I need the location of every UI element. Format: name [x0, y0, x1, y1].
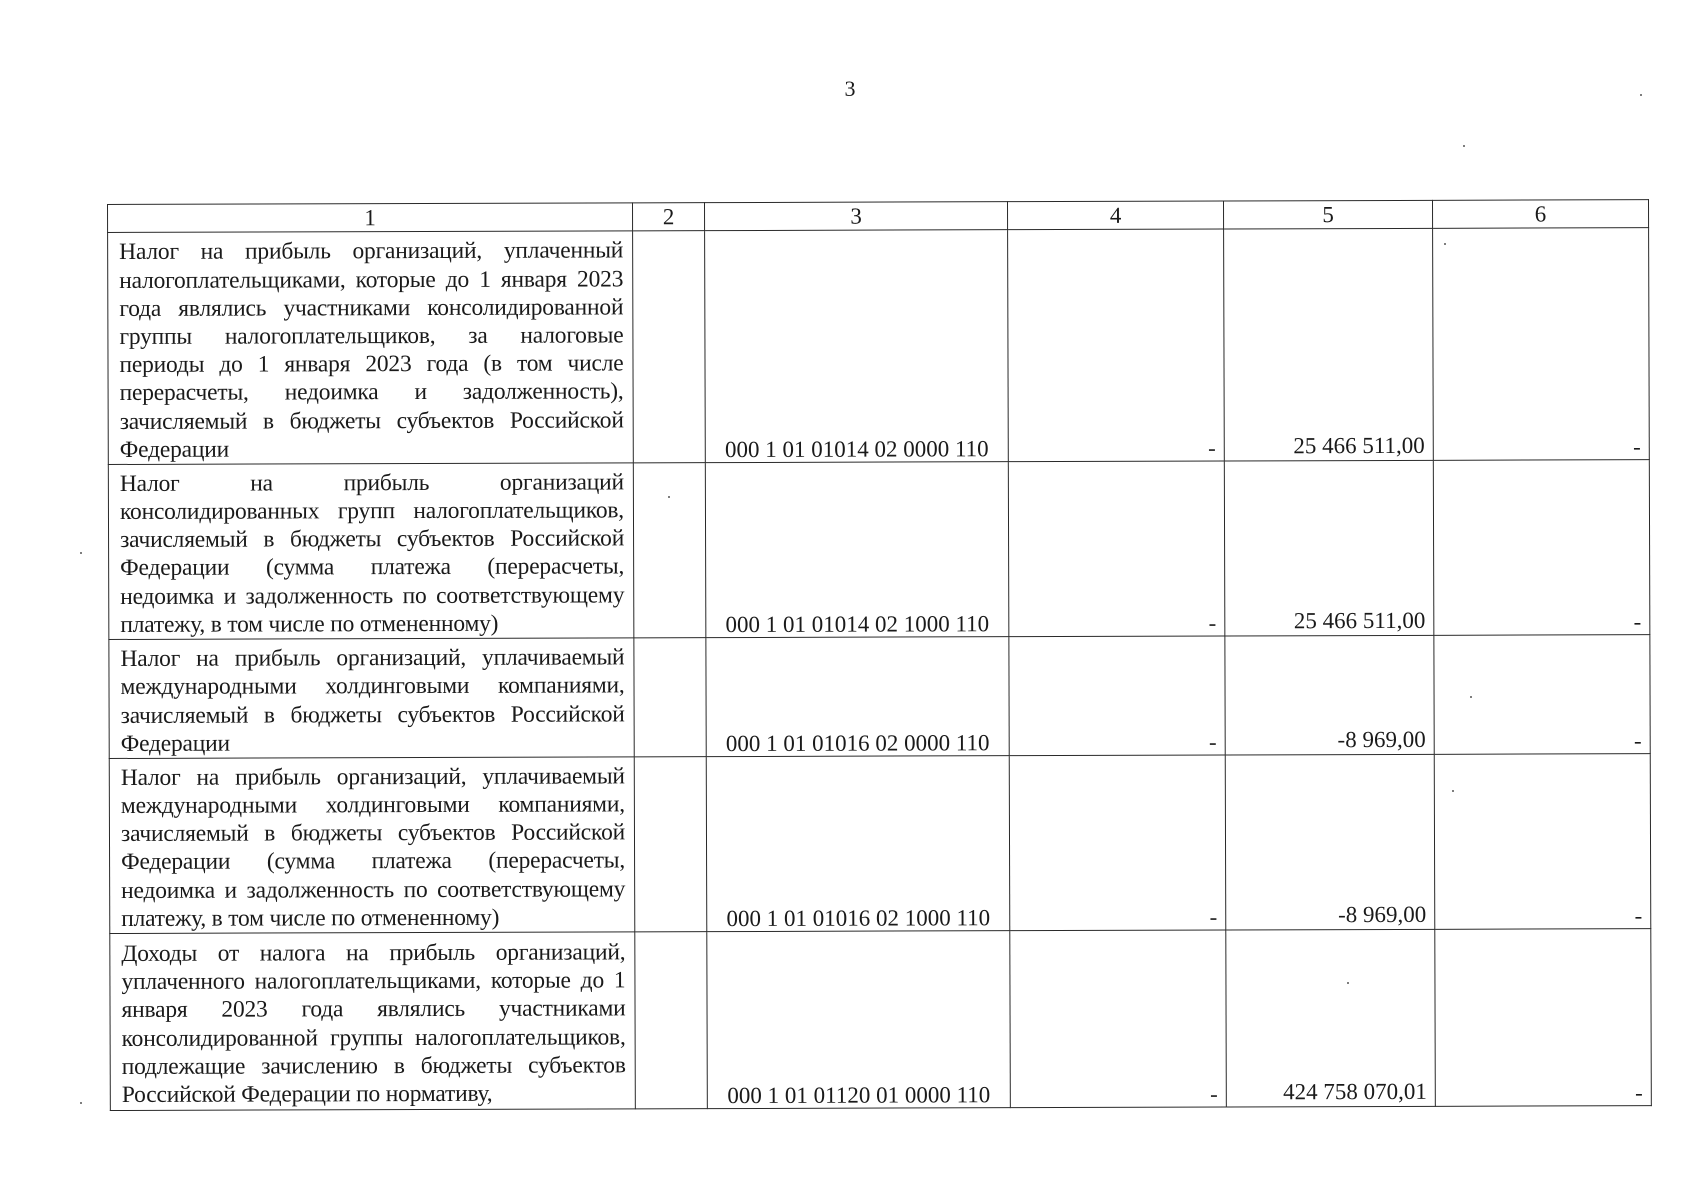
column-header-3: 3 [704, 202, 1007, 231]
row-col5: 25 466 511,00 [1224, 460, 1434, 636]
scan-speck [668, 496, 670, 498]
column-header-4: 4 [1007, 201, 1223, 230]
row-col4: - [1010, 930, 1227, 1108]
row-col2 [633, 231, 706, 463]
row-col6: - [1435, 929, 1652, 1107]
row-name: Налог на прибыль организаций консолидированных групп налогоплательщиков, зачисляемый в бюджеты субъектов Российской Федерации (сумма платежа (перерасчеты, недоимка и задолженность по соответствующему платежу, в том числе по отмененному) [108, 463, 634, 640]
row-col6: - [1433, 460, 1650, 636]
row-name: Налог на прибыль организаций, уплаченный налогоплательщиками, которые до 1 января 2023 года являлись участниками консолидированной группы налогоплательщиков, за налоговые периоды до 1 января 2023 года (в том числе перерасчеты, недоимка и задолженность), зачисляемый в бюджеты субъектов Российской Федерации [108, 231, 634, 465]
row-col4: - [1008, 461, 1225, 637]
scan-speck [1452, 790, 1454, 792]
table-row [108, 228, 1650, 465]
row-col4: - [1009, 636, 1225, 756]
scan-speck [1470, 696, 1472, 698]
row-code: 000 1 01 01014 02 0000 110 [705, 230, 1009, 463]
row-code: 000 1 01 01014 02 1000 110 [705, 462, 1009, 638]
row-col2 [635, 932, 708, 1109]
row-name-clip [121, 932, 626, 1110]
row-col6: - [1434, 635, 1650, 755]
page-number: 3 [844, 76, 856, 101]
revenue-table [107, 199, 1652, 1111]
row-col2 [634, 757, 707, 932]
row-col5: -8 969,00 [1225, 635, 1434, 755]
table-row [108, 460, 1650, 640]
row-name-text: Доходы от налога на прибыль организаций, уплаченного налогоплательщиками, которые до 1 января 2023 года являлись участниками консолидированной группы налогоплательщиков, подлежащие зачислению в бюджеты субъектов Российской Федерации по нормативу, [121, 939, 626, 1108]
scan-speck [1347, 982, 1349, 984]
row-col5: 424 758 070,01 [1226, 929, 1436, 1107]
row-col6: - [1434, 754, 1651, 930]
row-col2 [633, 463, 706, 638]
row-name: Налог на прибыль организаций, уплачиваемый международными холдинговыми компаниями, зачисляемый в бюджеты субъектов Российской Федерации (сумма платежа (перерасчеты, недоимка и задолженность по соответствующему платежу, в том числе по отмененному) [109, 757, 635, 934]
table-row [109, 754, 1651, 934]
row-col4: - [1008, 229, 1225, 462]
scan-speck [1463, 145, 1465, 147]
scan-speck [80, 1102, 82, 1104]
column-header-1: 1 [108, 203, 633, 233]
row-col6: - [1433, 228, 1650, 461]
row-col4: - [1009, 755, 1226, 931]
row-name [110, 932, 636, 1111]
row-code: 000 1 01 01016 02 0000 110 [706, 637, 1009, 757]
row-name: Налог на прибыль организаций, уплачиваемый международными холдинговыми компаниями, зачисляемый в бюджеты субъектов Российской Федерации [109, 638, 634, 759]
scan-speck [1444, 243, 1446, 245]
scan-speck [80, 552, 82, 554]
revenue-table-container [107, 199, 1651, 1111]
row-col5: -8 969,00 [1225, 754, 1435, 930]
column-header-6: 6 [1432, 200, 1648, 229]
row-col2 [634, 638, 706, 757]
table-row [110, 929, 1652, 1111]
row-col5: 25 466 511,00 [1224, 228, 1434, 461]
column-header-2: 2 [632, 203, 704, 231]
column-header-5: 5 [1223, 200, 1432, 229]
scan-speck [1640, 94, 1642, 96]
table-row [109, 635, 1650, 759]
row-code: 000 1 01 01120 01 0000 110 [707, 931, 1011, 1109]
row-code: 000 1 01 01016 02 1000 110 [706, 756, 1010, 932]
